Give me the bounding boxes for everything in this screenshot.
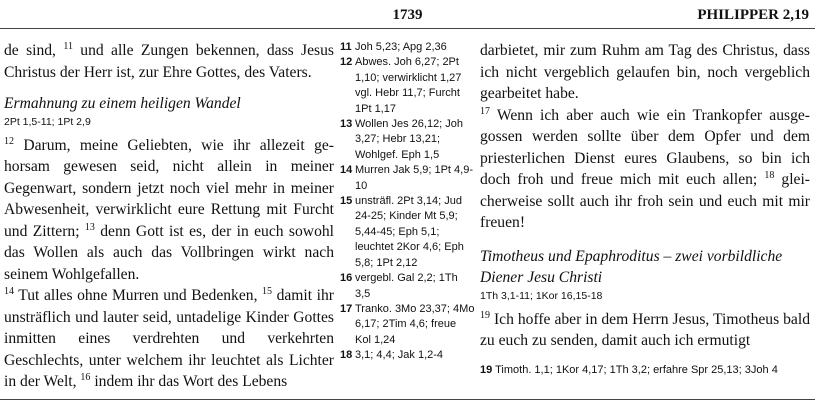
cross-reference-verse: 14: [340, 164, 353, 177]
verse-text: damit ihr unsträflich und lauter seid, untadelige Kinder Gottes inmitten eines verdrehten und verkehrten Geschlechts, unter welchem ihr leuchtet als Lichter in der Welt,: [4, 287, 334, 390]
cross-reference-entry: [340, 117, 475, 163]
cross-reference-verse: 12: [340, 56, 353, 69]
cross-reference-verse: 17: [340, 302, 353, 315]
section-references: 1Th 3,1-11; 1Kor 16,15-18: [480, 289, 603, 302]
section-heading: Timotheus und Epaphroditus – zwei vorbildliche Diener Jesu Christi: [480, 247, 783, 286]
verse-number: 16: [80, 371, 91, 383]
bottom-rule: [0, 399, 815, 400]
verse-paragraph: [480, 105, 810, 234]
cross-reference-verse: 11: [340, 41, 352, 53]
section-references: 2Pt 1,5-11; 1Pt 2,9: [4, 115, 91, 128]
cross-reference-column: [340, 40, 475, 364]
verse-number: 12: [4, 135, 14, 147]
left-intro-paragraph: [4, 40, 334, 83]
cross-reference-entry: [340, 194, 475, 271]
verse-text: denn Gott ist es, der in euch sowohl das Wollen als auch das Vollbringen wirkt nach seinem Wohlgefallen.: [4, 222, 334, 283]
header-rule: [0, 28, 815, 29]
cross-reference-text: Joh 5,23; Apg 2,36: [355, 41, 447, 53]
right-text-column: [480, 40, 810, 352]
verse-number: 11: [63, 40, 73, 52]
verse-number: 15: [262, 285, 273, 297]
verse-number: 14: [4, 285, 14, 297]
cross-reference-text: Tranko. 3Mo 23,37; 4Mo 6,17; 2Tim 4,6; freue Kol 1,24: [355, 302, 475, 346]
verse-paragraph: [480, 40, 810, 105]
verse-paragraph: [480, 309, 810, 352]
cross-reference-text: Abwes. Joh 6,27; 2Pt 1,10; verwirklicht 1,27 vgl. Hebr 11,7; Furcht 1Pt 1,17: [355, 56, 462, 115]
cross-reference-verse: 13: [340, 118, 353, 131]
cross-reference-verse: 18: [340, 349, 353, 362]
footnote: [480, 363, 810, 378]
page-header: [0, 0, 815, 30]
cross-reference-verse: 16: [340, 272, 353, 285]
verse-paragraph: [4, 285, 334, 393]
cross-reference-entry: [340, 55, 475, 117]
cross-reference-entry: [340, 348, 475, 363]
cross-reference-entry: [340, 163, 475, 194]
verse-text: Ich hoffe aber in dem Herrn Jesus, Timotheus bald zu euch zu senden, damit auch ich ermutigt: [480, 310, 810, 349]
cross-reference-entry: [340, 271, 475, 302]
cross-reference-entry: [340, 40, 475, 55]
verse-number: 19: [480, 309, 490, 321]
verse-text: gleicherweise sollt auch ihr froh sein und euch mit mir freuen!: [480, 171, 810, 231]
verse-text: Wenn ich aber auch wie ein Trankopfer ausgegossen werden sollte über dem Opfer und dem priesterlichen Dienst eures Glaubens, so bin ich doch froh und freue mich mit euch allen;: [480, 106, 810, 188]
verse-number: 18: [764, 169, 775, 181]
cross-reference-text: Wollen Jes 26,12; Joh 3,27; Hebr 13,21; Wohlgef. Eph 1,5: [355, 118, 464, 161]
verse-number: 17: [480, 105, 490, 117]
running-head: PHILIPPER 2,19: [697, 7, 809, 23]
verse-number: 13: [84, 221, 95, 233]
cross-reference-text: unsträfl. 2Pt 3,14; Jud 24-25; Kinder Mt 5,9; 5,44-45; Eph 5,1; leuchtet 2Kor 4,6; Eph 5,8; 1Pt 2,12: [355, 195, 464, 269]
cross-reference-entry: [340, 302, 475, 348]
verse-text: und alle Zungen bekennen, dass Jesus Christus der Herr ist, zur Ehre Gottes, des Vaters.: [4, 42, 334, 81]
cross-reference-text: vergebl. Gal 2,2; 1Th 3,5: [355, 272, 458, 300]
cross-reference-verse: 15: [340, 195, 353, 208]
left-text-column: [4, 40, 334, 393]
section-heading: Ermahnung zu einem heiligen Wandel: [4, 95, 241, 112]
verse-text: de sind,: [4, 42, 64, 59]
verse-paragraph: [4, 135, 334, 286]
verse-text: indem ihr das Wort des Lebens: [90, 373, 288, 390]
footnote-verse-number: 19: [480, 364, 493, 376]
page-number: 1739: [392, 7, 423, 23]
cross-reference-text: Murren Jak 5,9; 1Pt 4,9-10: [355, 164, 473, 192]
verse-text: Tut alles ohne Murren und Bedenken,: [14, 287, 263, 304]
footnote-text: Timoth. 1,1; 1Kor 4,17; 1Th 3,2; erfahre Spr 25,13; 3Joh 4: [495, 364, 778, 376]
verse-text: Darum, meine Geliebten, wie ihr allezeit gehorsam gewesen seid, nicht allein in meiner Gegenwart, sondern jetzt noch viel mehr in meiner Abwesenheit, verwirklicht eure Rettung mit Furcht und Zittern;: [4, 136, 334, 240]
verse-text: darbietet, mir zum Ruhm am Tag des Christus, dass ich nicht vergeblich gelaufen bin, noch vergeblich gearbeitet habe.: [480, 42, 810, 102]
cross-reference-text: 3,1; 4,4; Jak 1,2-4: [355, 349, 444, 362]
